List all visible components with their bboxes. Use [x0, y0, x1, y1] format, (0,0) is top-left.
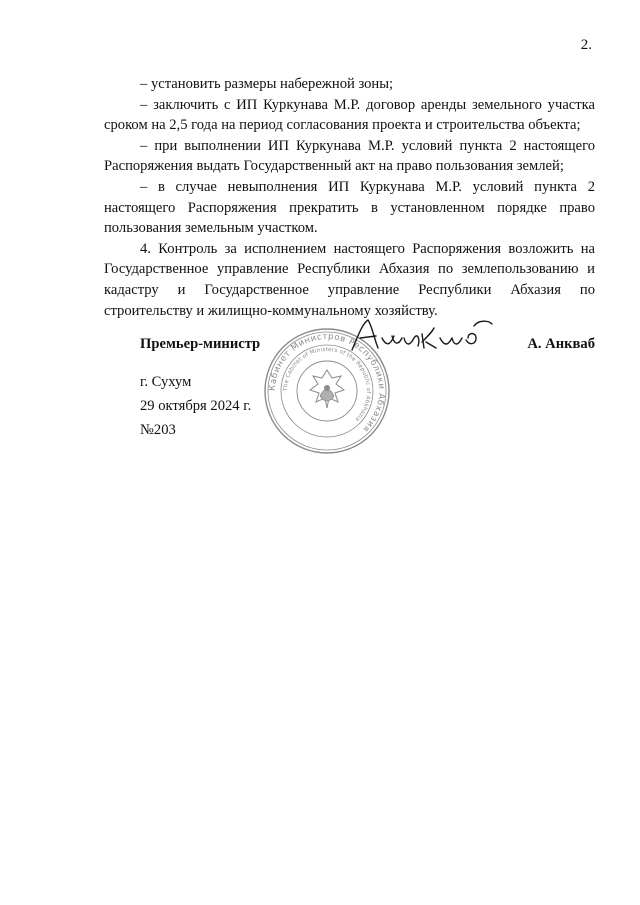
paragraph-embankment: – установить размеры набережной зоны; — [140, 76, 394, 92]
signatory-name: А. Анкваб — [527, 336, 595, 352]
seal-inner-text: The Cabinet of Ministers of the Republic of Abkhazia — [282, 346, 372, 423]
paragraph-termination: – в случае невыполнения ИП Куркунава М.Р. условий пункта 2 настоящего Распоряжения прекратить в установленном порядке право пользования земельным участком. — [104, 178, 595, 237]
seal-outer-text: Кабинет Министров Республики Абхазия — [267, 331, 387, 435]
document-date: 29 октября 2024 г. — [140, 398, 252, 414]
paragraph-lease: – заключить с ИП Куркунава М.Р. договор аренды земельного участка сроком на 2,5 года на период согласования проекта и строительства объекта; — [104, 96, 595, 134]
paragraph-state-act: – при выполнении ИП Куркунава М.Р. условий пункта 2 настоящего Распоряжения выдать Государственный акт на право пользования землей; — [104, 137, 595, 175]
document-body — [104, 74, 595, 321]
page-number: 2. — [580, 37, 592, 53]
handwritten-signature — [348, 316, 498, 356]
paragraph-control: 4. Контроль за исполнением настоящего Распоряжения возложить на Государственное управление Республики Абхазия по землепользованию и кадастру и Государственное управление Республики Абхазия по строительству и жилищно-коммунальному хозяйству. — [104, 240, 595, 319]
svg-text:The Cabinet of Ministers of th — [283, 347, 371, 422]
document-number: №203 — [140, 422, 176, 438]
document-place: г. Сухум — [140, 374, 192, 390]
document-meta — [140, 370, 251, 442]
signatory-position: Премьер-министр — [140, 336, 261, 352]
